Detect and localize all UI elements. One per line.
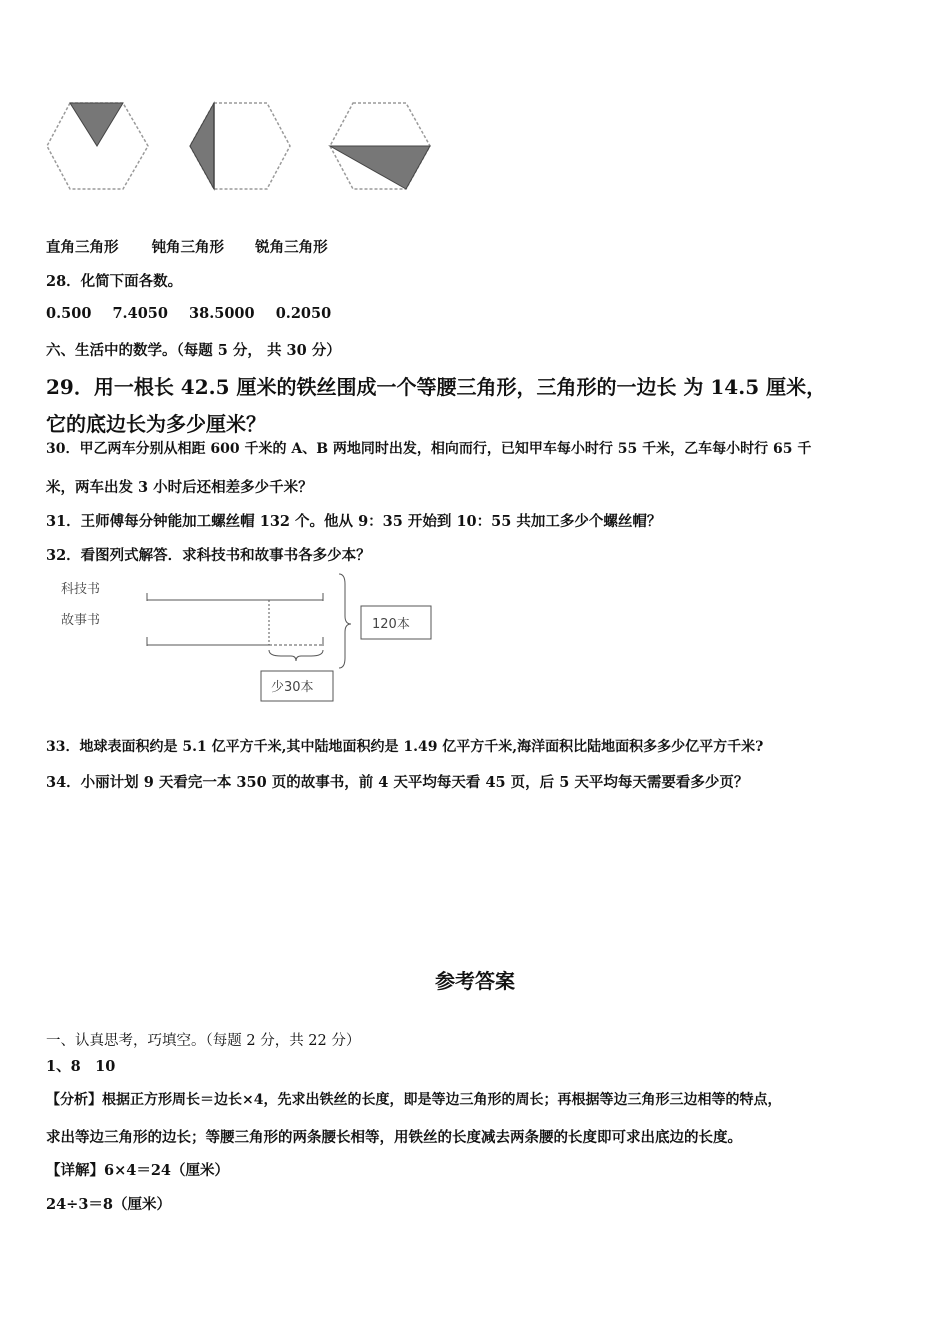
question-30-line2: 米，两车出发 3 小时后还相差多少千米？ [46, 479, 313, 496]
diagram-label-story: 故事书 [61, 613, 101, 628]
label-acute-triangle: 锐角三角形 [255, 239, 328, 256]
detail-line2: 24÷3＝8（厘米） [46, 1196, 172, 1213]
diagram-total: 120本 [372, 617, 410, 632]
label-obtuse-triangle: 钝角三角形 [151, 239, 225, 256]
question-33: 33．地球表面积约是 5.1 亿平方千米,其中陆地面积约是 1.49 亿平方千米,海洋面积比陆地面积多多少亿平方千米? [46, 739, 764, 755]
question-28: 28．化简下面各数。 [46, 273, 183, 290]
question-30-line1: 30．甲乙两车分别从相距 600 千米的 A、B 两地同时出发，相向而行，已知甲车每小时行 55 千米，乙车每小时行 65 千 [46, 441, 812, 457]
analysis-line1: 【分析】根据正方形周长＝边长×4，先求出铁丝的长度，即是等边三角形的周长；再根据等边三角形三边相等的特点， [46, 1092, 782, 1108]
question-29-line1: 29．用一根长 42.5 厘米的铁丝围成一个等腰三角形，三角形的一边长 为 14.5 厘米， [46, 375, 827, 399]
q28-number: 0.2050 [275, 305, 332, 322]
question-34: 34．小丽计划 9 天看完一本 350 页的故事书，前 4 天平均每天看 45 页，后 5 天平均每天需要看多少页？ [46, 774, 749, 791]
q28-numbers [46, 305, 347, 322]
answers-title: 参考答案 [435, 969, 515, 993]
hexagon-figure-2 [187, 100, 293, 192]
q28-number: 7.4050 [112, 305, 168, 322]
detail-line1: 【详解】6×4＝24（厘米） [46, 1162, 230, 1179]
shaded-acute-triangle [330, 146, 430, 189]
hexagon-figure-3 [328, 100, 434, 192]
shaded-right-triangle [70, 103, 123, 146]
hexagon-figure-1 [45, 100, 151, 192]
label-right-triangle: 直角三角形 [46, 239, 119, 256]
answers-section-1: 一、认真思考，巧填空。（每题 2 分，共 22 分） [46, 1033, 361, 1049]
q28-number: 0.500 [46, 305, 92, 322]
line-segment-diagram [55, 570, 445, 710]
section-6-heading: 六、生活中的数学。（每题 5 分， 共 30 分） [46, 342, 341, 359]
question-29-line2: 它的底边长为多少厘米？ [46, 412, 266, 436]
question-32: 32．看图列式解答．求科技书和故事书各多少本？ [46, 547, 371, 564]
shaded-obtuse-triangle [190, 103, 214, 189]
q28-number: 38.5000 [189, 305, 255, 322]
triangle-labels [46, 236, 328, 257]
question-31: 31．王师傅每分钟能加工螺丝帽 132 个。他从 9：35 开始到 10：55 共加工多少个螺丝帽？ [46, 513, 662, 530]
diagram-less: 少30本 [271, 680, 314, 695]
answer-item-1: 1、8 10 [46, 1058, 116, 1075]
diagram-label-science: 科技书 [61, 582, 101, 597]
analysis-line2: 求出等边三角形的边长；等腰三角形的两条腰长相等，用铁丝的长度减去两条腰的长度即可求出底边的长度。 [46, 1129, 742, 1146]
